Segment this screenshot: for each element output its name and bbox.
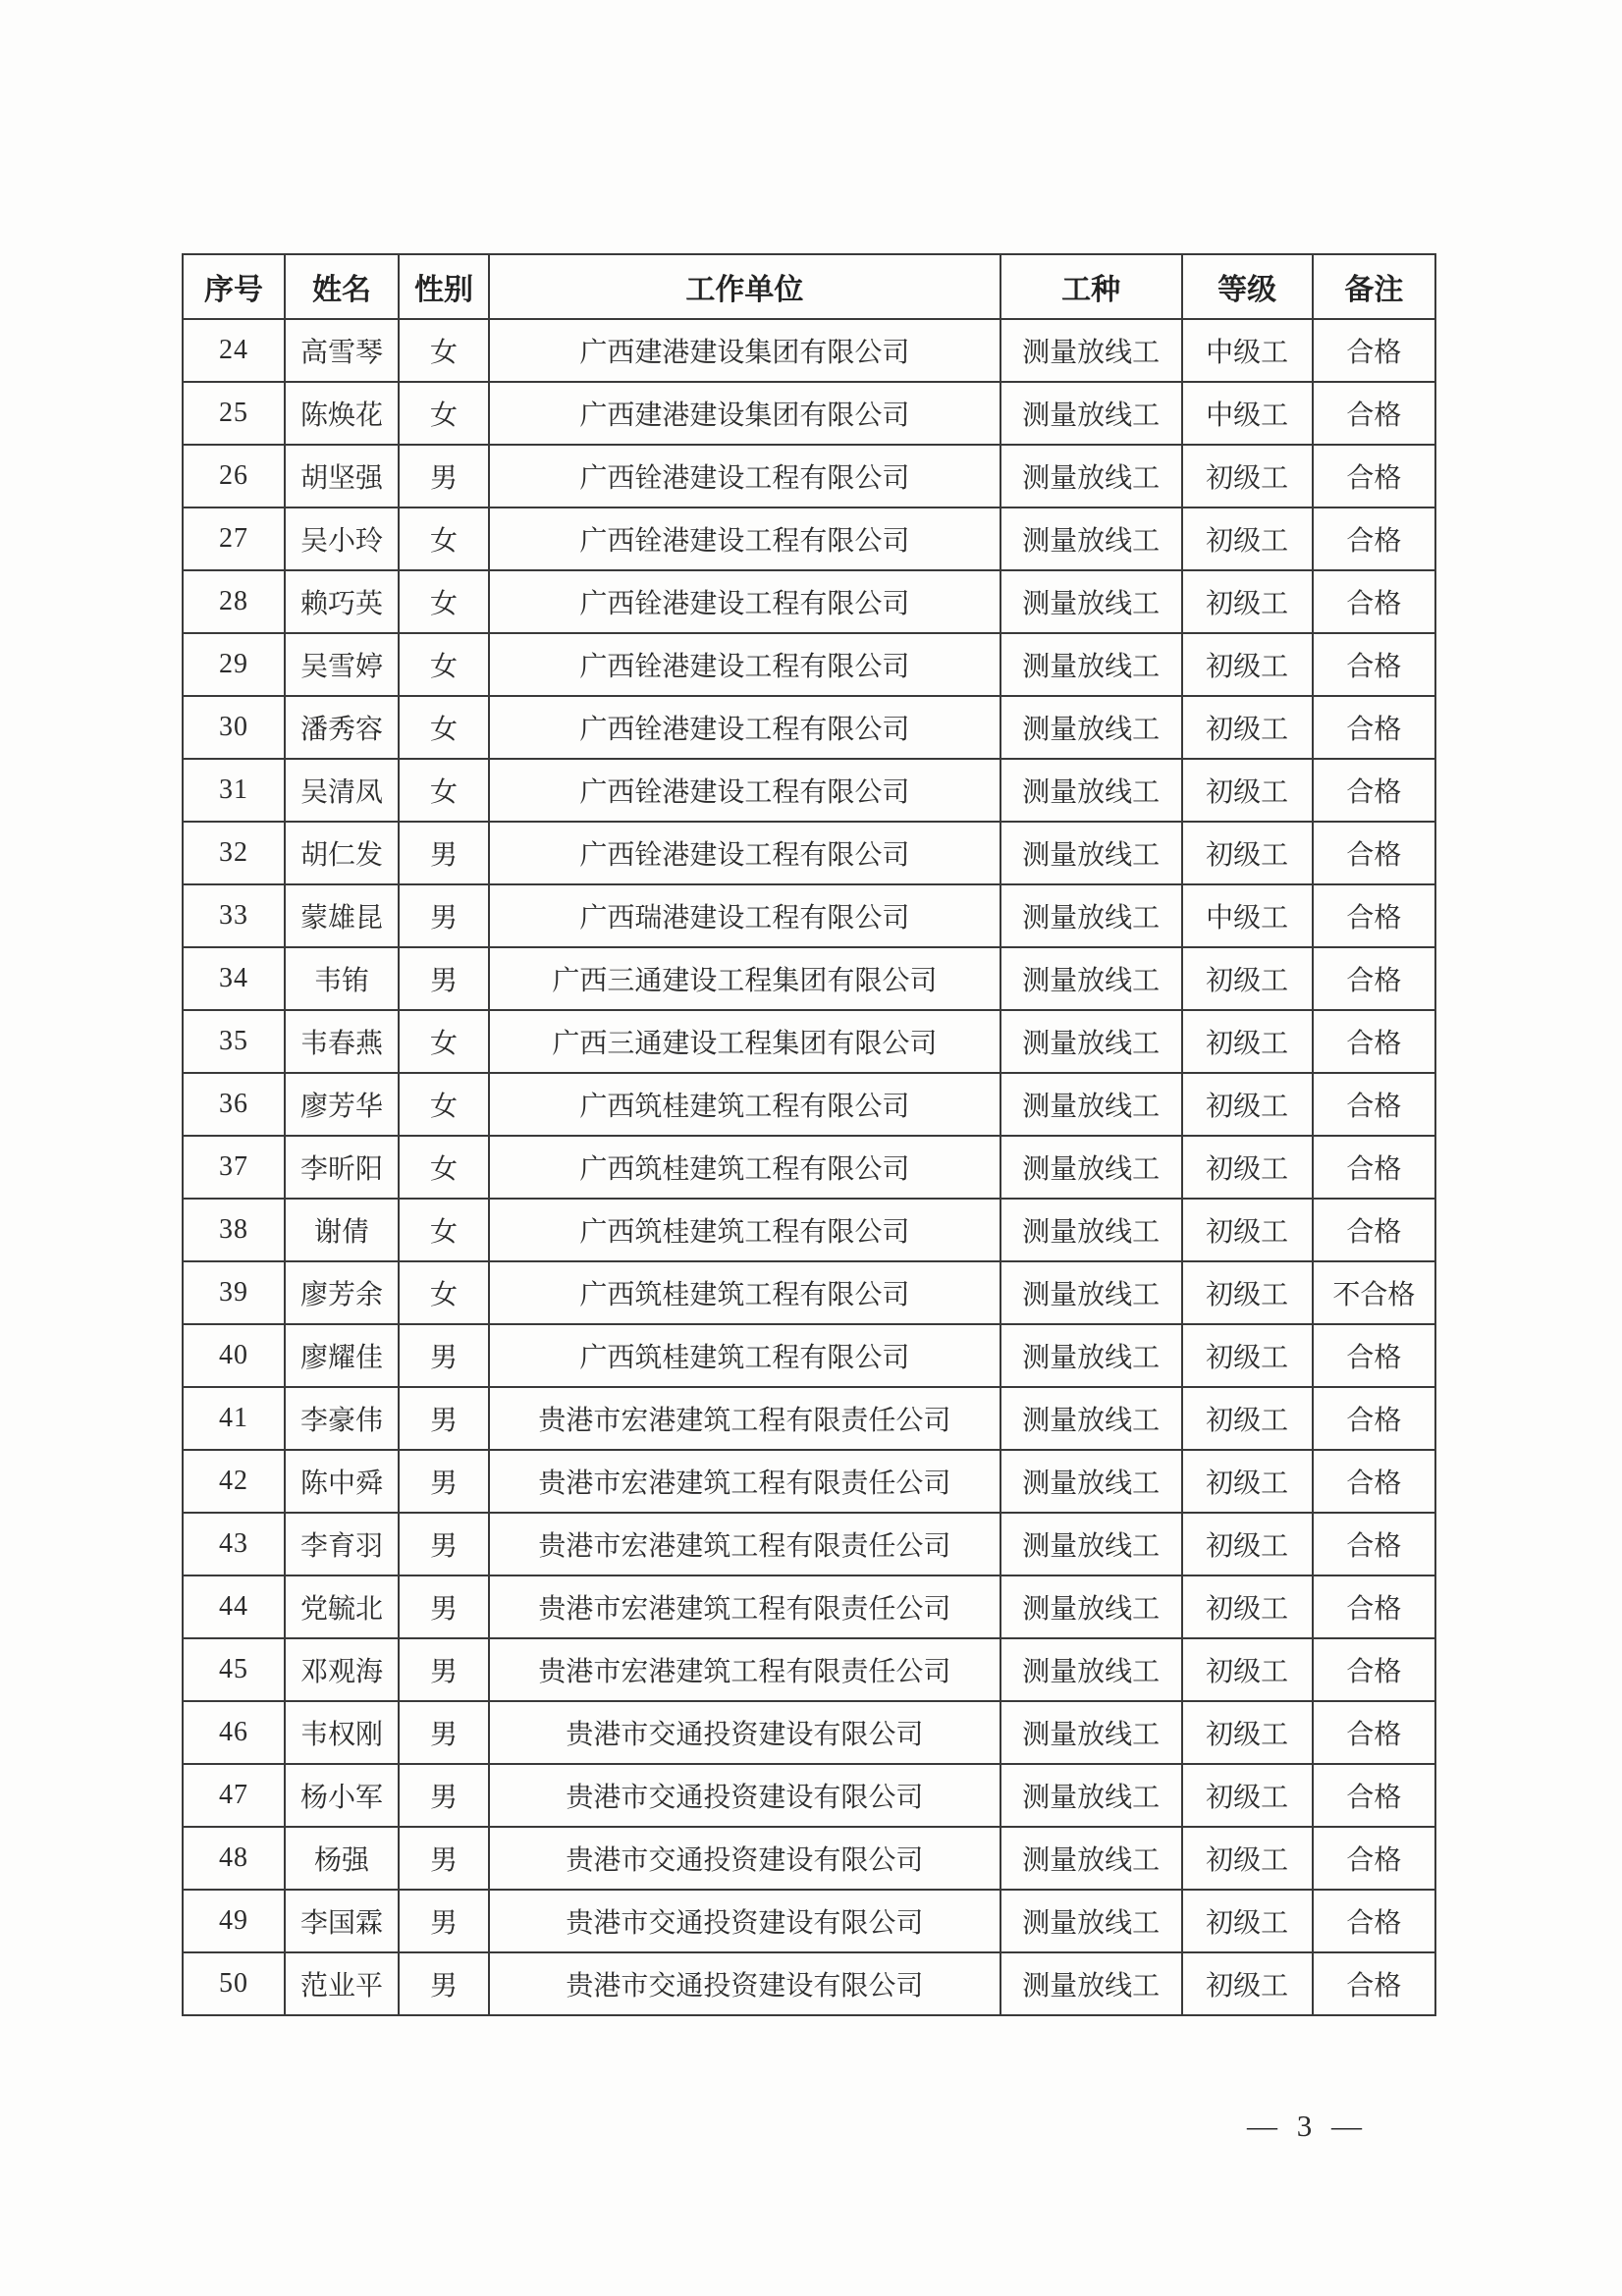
cell-gender: 男 — [399, 445, 489, 507]
cell-remark: 合格 — [1313, 1073, 1435, 1136]
cell-work-unit: 广西建港建设集团有限公司 — [489, 382, 1000, 445]
cell-gender: 男 — [399, 1764, 489, 1827]
cell-serial-number: 37 — [183, 1136, 285, 1199]
cell-name: 范业平 — [285, 1952, 399, 2015]
cell-trade: 测量放线工 — [1000, 1764, 1182, 1827]
cell-gender: 男 — [399, 1827, 489, 1890]
cell-serial-number: 39 — [183, 1261, 285, 1324]
table-row — [183, 507, 1435, 570]
cell-name: 蒙雄昆 — [285, 884, 399, 947]
cell-serial-number: 42 — [183, 1450, 285, 1513]
cell-work-unit: 贵港市交通投资建设有限公司 — [489, 1890, 1000, 1952]
cell-gender: 男 — [399, 1638, 489, 1701]
cell-name: 潘秀容 — [285, 696, 399, 759]
cell-level: 初级工 — [1182, 1575, 1313, 1638]
cell-remark: 合格 — [1313, 1827, 1435, 1890]
cell-name: 陈中舜 — [285, 1450, 399, 1513]
cell-work-unit: 广西铨港建设工程有限公司 — [489, 633, 1000, 696]
cell-gender: 女 — [399, 633, 489, 696]
cell-gender: 女 — [399, 1261, 489, 1324]
cell-work-unit: 贵港市交通投资建设有限公司 — [489, 1952, 1000, 2015]
cell-level: 中级工 — [1182, 319, 1313, 382]
cell-work-unit: 贵港市宏港建筑工程有限责任公司 — [489, 1513, 1000, 1575]
cell-serial-number: 35 — [183, 1010, 285, 1073]
cell-level: 初级工 — [1182, 696, 1313, 759]
cell-name: 杨小军 — [285, 1764, 399, 1827]
table-row — [183, 1136, 1435, 1199]
cell-serial-number: 50 — [183, 1952, 285, 2015]
table-row — [183, 1199, 1435, 1261]
cell-gender: 男 — [399, 1575, 489, 1638]
cell-serial-number: 36 — [183, 1073, 285, 1136]
table-row — [183, 1450, 1435, 1513]
cell-trade: 测量放线工 — [1000, 1575, 1182, 1638]
cell-level: 初级工 — [1182, 1136, 1313, 1199]
cell-name: 李昕阳 — [285, 1136, 399, 1199]
cell-gender: 男 — [399, 884, 489, 947]
cell-remark: 合格 — [1313, 633, 1435, 696]
cell-name: 谢倩 — [285, 1199, 399, 1261]
cell-serial-number: 32 — [183, 822, 285, 884]
cell-name: 赖巧英 — [285, 570, 399, 633]
cell-serial-number: 41 — [183, 1387, 285, 1450]
cell-trade: 测量放线工 — [1000, 1073, 1182, 1136]
cell-name: 胡坚强 — [285, 445, 399, 507]
cell-trade: 测量放线工 — [1000, 947, 1182, 1010]
cell-serial-number: 38 — [183, 1199, 285, 1261]
cell-trade: 测量放线工 — [1000, 507, 1182, 570]
table-row — [183, 633, 1435, 696]
cell-trade: 测量放线工 — [1000, 1513, 1182, 1575]
cell-serial-number: 44 — [183, 1575, 285, 1638]
cell-gender: 男 — [399, 1387, 489, 1450]
cell-trade: 测量放线工 — [1000, 1136, 1182, 1199]
cell-level: 初级工 — [1182, 1387, 1313, 1450]
cell-name: 廖芳余 — [285, 1261, 399, 1324]
cell-gender: 女 — [399, 1010, 489, 1073]
cell-name: 韦春燕 — [285, 1010, 399, 1073]
cell-level: 初级工 — [1182, 822, 1313, 884]
cell-work-unit: 广西铨港建设工程有限公司 — [489, 759, 1000, 822]
cell-name: 韦权刚 — [285, 1701, 399, 1764]
cell-work-unit: 贵港市交通投资建设有限公司 — [489, 1701, 1000, 1764]
cell-serial-number: 40 — [183, 1324, 285, 1387]
cell-trade: 测量放线工 — [1000, 382, 1182, 445]
cell-level: 初级工 — [1182, 570, 1313, 633]
cell-trade: 测量放线工 — [1000, 1324, 1182, 1387]
cell-remark: 合格 — [1313, 884, 1435, 947]
cell-level: 初级工 — [1182, 1764, 1313, 1827]
cell-level: 中级工 — [1182, 884, 1313, 947]
cell-gender: 男 — [399, 947, 489, 1010]
cell-work-unit: 广西铨港建设工程有限公司 — [489, 507, 1000, 570]
cell-trade: 测量放线工 — [1000, 884, 1182, 947]
cell-remark: 合格 — [1313, 445, 1435, 507]
cell-serial-number: 47 — [183, 1764, 285, 1827]
cell-name: 党毓北 — [285, 1575, 399, 1638]
cell-trade: 测量放线工 — [1000, 319, 1182, 382]
cell-serial-number: 34 — [183, 947, 285, 1010]
cell-work-unit: 广西三通建设工程集团有限公司 — [489, 1010, 1000, 1073]
cell-level: 中级工 — [1182, 382, 1313, 445]
table-row — [183, 1890, 1435, 1952]
cell-gender: 女 — [399, 570, 489, 633]
cell-name: 廖芳华 — [285, 1073, 399, 1136]
cell-work-unit: 广西建港建设集团有限公司 — [489, 319, 1000, 382]
cell-level: 初级工 — [1182, 633, 1313, 696]
cell-work-unit: 贵港市宏港建筑工程有限责任公司 — [489, 1575, 1000, 1638]
cell-remark: 合格 — [1313, 1575, 1435, 1638]
cell-remark: 合格 — [1313, 1701, 1435, 1764]
cell-name: 高雪琴 — [285, 319, 399, 382]
column-header-serial-number: 序号 — [183, 254, 285, 319]
column-header-gender: 性别 — [399, 254, 489, 319]
cell-serial-number: 29 — [183, 633, 285, 696]
cell-remark: 合格 — [1313, 759, 1435, 822]
cell-name: 吴小玲 — [285, 507, 399, 570]
cell-level: 初级工 — [1182, 1324, 1313, 1387]
cell-remark: 合格 — [1313, 1764, 1435, 1827]
cell-level: 初级工 — [1182, 1010, 1313, 1073]
cell-serial-number: 31 — [183, 759, 285, 822]
column-header-remark: 备注 — [1313, 254, 1435, 319]
column-header-name: 姓名 — [285, 254, 399, 319]
cell-work-unit: 贵港市交通投资建设有限公司 — [489, 1827, 1000, 1890]
cell-remark: 合格 — [1313, 822, 1435, 884]
table-row — [183, 884, 1435, 947]
table-row — [183, 1638, 1435, 1701]
cell-trade: 测量放线工 — [1000, 1261, 1182, 1324]
table-row — [183, 319, 1435, 382]
cell-remark: 不合格 — [1313, 1261, 1435, 1324]
cell-name: 陈焕花 — [285, 382, 399, 445]
cell-level: 初级工 — [1182, 947, 1313, 1010]
cell-name: 杨强 — [285, 1827, 399, 1890]
cell-name: 吴雪婷 — [285, 633, 399, 696]
cell-work-unit: 贵港市宏港建筑工程有限责任公司 — [489, 1387, 1000, 1450]
cell-remark: 合格 — [1313, 1638, 1435, 1701]
cell-gender: 男 — [399, 1701, 489, 1764]
cell-trade: 测量放线工 — [1000, 445, 1182, 507]
cell-work-unit: 贵港市宏港建筑工程有限责任公司 — [489, 1638, 1000, 1701]
cell-serial-number: 26 — [183, 445, 285, 507]
cell-remark: 合格 — [1313, 570, 1435, 633]
cell-serial-number: 27 — [183, 507, 285, 570]
cell-gender: 女 — [399, 507, 489, 570]
cell-remark: 合格 — [1313, 1136, 1435, 1199]
cell-name: 李国霖 — [285, 1890, 399, 1952]
cell-level: 初级工 — [1182, 1890, 1313, 1952]
cell-remark: 合格 — [1313, 1450, 1435, 1513]
table-row — [183, 759, 1435, 822]
cell-gender: 女 — [399, 696, 489, 759]
cell-work-unit: 贵港市交通投资建设有限公司 — [489, 1764, 1000, 1827]
cell-gender: 女 — [399, 1199, 489, 1261]
table-row — [183, 1010, 1435, 1073]
cell-remark: 合格 — [1313, 1952, 1435, 2015]
cell-remark: 合格 — [1313, 1890, 1435, 1952]
table-row — [183, 1261, 1435, 1324]
table-row — [183, 947, 1435, 1010]
cell-work-unit: 广西筑桂建筑工程有限公司 — [489, 1136, 1000, 1199]
cell-remark: 合格 — [1313, 1513, 1435, 1575]
cell-level: 初级工 — [1182, 507, 1313, 570]
cell-name: 胡仁发 — [285, 822, 399, 884]
cell-serial-number: 49 — [183, 1890, 285, 1952]
cell-work-unit: 广西筑桂建筑工程有限公司 — [489, 1261, 1000, 1324]
cell-remark: 合格 — [1313, 1010, 1435, 1073]
table-row — [183, 445, 1435, 507]
table-row — [183, 570, 1435, 633]
table-row — [183, 1575, 1435, 1638]
cell-trade: 测量放线工 — [1000, 1199, 1182, 1261]
cell-remark: 合格 — [1313, 1324, 1435, 1387]
cell-trade: 测量放线工 — [1000, 1638, 1182, 1701]
cell-remark: 合格 — [1313, 696, 1435, 759]
cell-gender: 女 — [399, 1073, 489, 1136]
cell-work-unit: 广西筑桂建筑工程有限公司 — [489, 1073, 1000, 1136]
cell-gender: 男 — [399, 1952, 489, 2015]
cell-trade: 测量放线工 — [1000, 633, 1182, 696]
cell-name: 廖耀佳 — [285, 1324, 399, 1387]
cell-work-unit: 广西瑞港建设工程有限公司 — [489, 884, 1000, 947]
table-row — [183, 1827, 1435, 1890]
cell-trade: 测量放线工 — [1000, 1010, 1182, 1073]
cell-trade: 测量放线工 — [1000, 1450, 1182, 1513]
cell-work-unit: 贵港市宏港建筑工程有限责任公司 — [489, 1450, 1000, 1513]
cell-serial-number: 30 — [183, 696, 285, 759]
cell-remark: 合格 — [1313, 1199, 1435, 1261]
cell-level: 初级工 — [1182, 1073, 1313, 1136]
cell-level: 初级工 — [1182, 1952, 1313, 2015]
table-row — [183, 1952, 1435, 2015]
cell-name: 韦铕 — [285, 947, 399, 1010]
cell-trade: 测量放线工 — [1000, 759, 1182, 822]
cell-trade: 测量放线工 — [1000, 696, 1182, 759]
cell-gender: 男 — [399, 1324, 489, 1387]
column-header-trade: 工种 — [1000, 254, 1182, 319]
cell-level: 初级工 — [1182, 1701, 1313, 1764]
cell-trade: 测量放线工 — [1000, 822, 1182, 884]
cell-serial-number: 45 — [183, 1638, 285, 1701]
cell-remark: 合格 — [1313, 1387, 1435, 1450]
cell-name: 李育羽 — [285, 1513, 399, 1575]
cell-serial-number: 28 — [183, 570, 285, 633]
table-row — [183, 1073, 1435, 1136]
cell-trade: 测量放线工 — [1000, 1701, 1182, 1764]
certification-results-table — [182, 253, 1436, 2016]
page-number-footer: — 3 — — [1247, 2109, 1368, 2143]
table-header — [183, 254, 1435, 319]
cell-name: 吴清凤 — [285, 759, 399, 822]
cell-work-unit: 广西铨港建设工程有限公司 — [489, 570, 1000, 633]
cell-trade: 测量放线工 — [1000, 1952, 1182, 2015]
cell-level: 初级工 — [1182, 1827, 1313, 1890]
cell-level: 初级工 — [1182, 1450, 1313, 1513]
cell-remark: 合格 — [1313, 382, 1435, 445]
results-table-body — [183, 319, 1435, 2015]
cell-level: 初级工 — [1182, 759, 1313, 822]
cell-work-unit: 广西铨港建设工程有限公司 — [489, 822, 1000, 884]
cell-gender: 女 — [399, 759, 489, 822]
cell-trade: 测量放线工 — [1000, 1827, 1182, 1890]
table-row — [183, 382, 1435, 445]
column-header-work-unit: 工作单位 — [489, 254, 1000, 319]
table-row — [183, 1764, 1435, 1827]
table-row — [183, 822, 1435, 884]
cell-work-unit: 广西筑桂建筑工程有限公司 — [489, 1324, 1000, 1387]
cell-remark: 合格 — [1313, 507, 1435, 570]
cell-gender: 男 — [399, 1890, 489, 1952]
cell-gender: 女 — [399, 319, 489, 382]
cell-serial-number: 25 — [183, 382, 285, 445]
cell-name: 李豪伟 — [285, 1387, 399, 1450]
cell-remark: 合格 — [1313, 947, 1435, 1010]
cell-level: 初级工 — [1182, 1513, 1313, 1575]
cell-gender: 男 — [399, 822, 489, 884]
cell-work-unit: 广西三通建设工程集团有限公司 — [489, 947, 1000, 1010]
cell-work-unit: 广西筑桂建筑工程有限公司 — [489, 1199, 1000, 1261]
cell-gender: 男 — [399, 1513, 489, 1575]
cell-serial-number: 43 — [183, 1513, 285, 1575]
cell-serial-number: 33 — [183, 884, 285, 947]
table-row — [183, 1513, 1435, 1575]
cell-gender: 男 — [399, 1450, 489, 1513]
cell-trade: 测量放线工 — [1000, 1890, 1182, 1952]
cell-level: 初级工 — [1182, 1199, 1313, 1261]
cell-trade: 测量放线工 — [1000, 1387, 1182, 1450]
table-row — [183, 1324, 1435, 1387]
cell-level: 初级工 — [1182, 1261, 1313, 1324]
cell-work-unit: 广西铨港建设工程有限公司 — [489, 696, 1000, 759]
table-row — [183, 1387, 1435, 1450]
cell-gender: 女 — [399, 1136, 489, 1199]
column-header-level: 等级 — [1182, 254, 1313, 319]
cell-remark: 合格 — [1313, 319, 1435, 382]
table-row — [183, 696, 1435, 759]
cell-level: 初级工 — [1182, 445, 1313, 507]
table-row — [183, 1701, 1435, 1764]
cell-serial-number: 46 — [183, 1701, 285, 1764]
cell-serial-number: 24 — [183, 319, 285, 382]
table-header-row — [183, 254, 1435, 319]
cell-level: 初级工 — [1182, 1638, 1313, 1701]
cell-trade: 测量放线工 — [1000, 570, 1182, 633]
cell-name: 邓观海 — [285, 1638, 399, 1701]
cell-gender: 女 — [399, 382, 489, 445]
cell-serial-number: 48 — [183, 1827, 285, 1890]
cell-work-unit: 广西铨港建设工程有限公司 — [489, 445, 1000, 507]
